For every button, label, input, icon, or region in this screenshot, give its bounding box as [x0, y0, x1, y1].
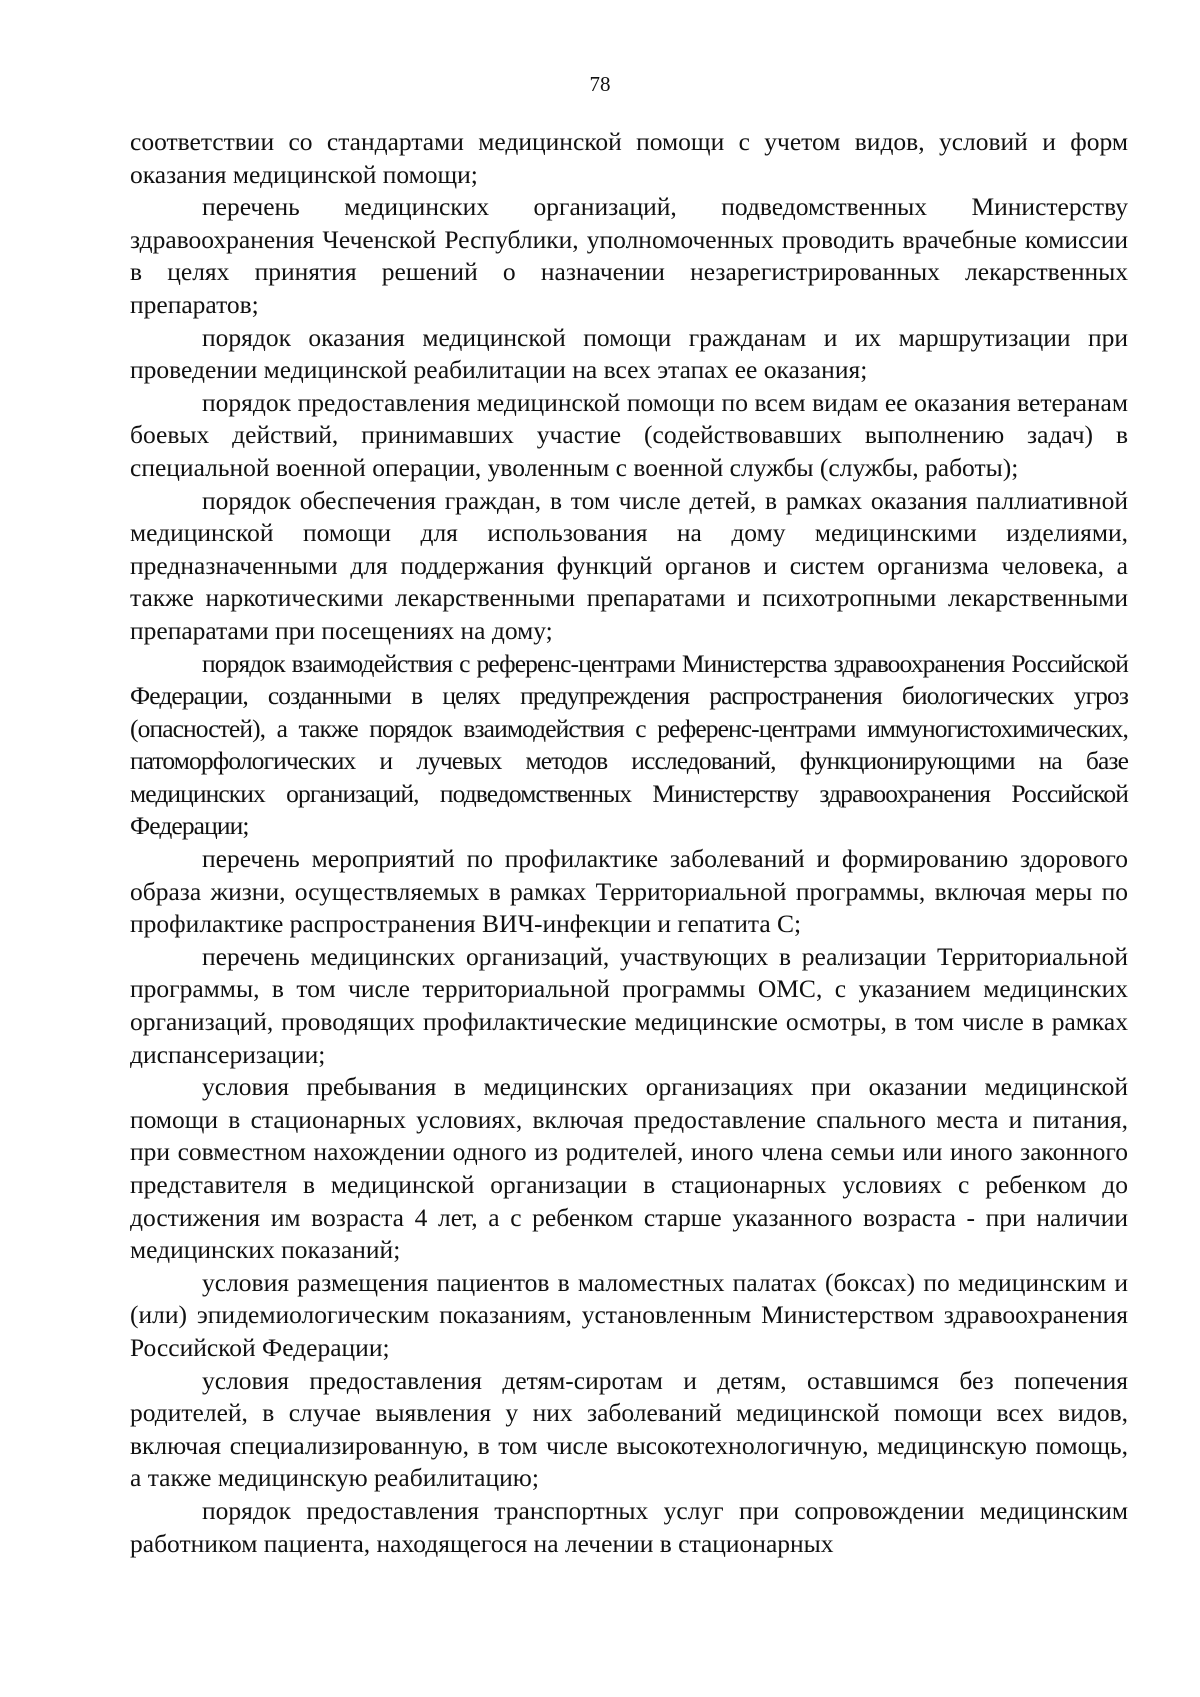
paragraph-prevention-measures: перечень мероприятий по профилактике заболеваний и формированию здорового образа жизни, осуществляемых в рамках Территориальной программы, включая меры по профилактике распространения ВИЧ-инфекции и гепатита С; [130, 844, 1128, 939]
paragraph-medical-organizations-list: перечень медицинских организаций, подведомственных Министерству здравоохранения Чеченской Республики, уполномоченных проводить врачебные комиссии в целях принятия решений о назначении незарегистрированных лекарственных препаратов; [130, 192, 1128, 319]
paragraph-continuation: соответствии со стандартами медицинской помощи с учетом видов, условий и форм оказания медицинской помощи; [130, 127, 1128, 189]
paragraph-veterans-care: порядок предоставления медицинской помощи по всем видам ее оказания ветеранам боевых действий, принимавших участие (содействовавших выполнению задач) в специальной военной операции, уволенным с военной службы (службы, работы); [130, 387, 1128, 482]
paragraph-transport-services: порядок предоставления транспортных услуг при сопровождении медицинским работником пациента, находящегося на лечении в стационарных [130, 1495, 1128, 1558]
paragraph-small-wards: условия размещения пациентов в маломестных палатах (боксах) по медицинским и (или) эпидемиологическим показаниям, установленным Министерством здравоохранения Российской Федерации; [130, 1267, 1128, 1362]
paragraph-participating-organizations: перечень медицинских организаций, участвующих в реализации Территориальной программы, в том числе территориальной программы ОМС, с указанием медицинских организаций, проводящих профилактические медицинские осмотры, в том числе в рамках диспансеризации; [130, 941, 1128, 1069]
paragraph-reference-centers: порядок взаимодействия с референс-центрами Министерства здравоохранения Российской Федерации, созданными в целях предупреждения распространения биологических угроз (опасностей), а также порядок взаимодействия с референс-центрами иммуногистохимических, патоморфологических и лучевых методов исследований, функционирующими на базе медицинских организаций, подведомственных Министерству здравоохранения Российской Федерации; [130, 648, 1128, 841]
document-body [130, 126, 1128, 1560]
paragraph-rehabilitation-routing: порядок оказания медицинской помощи гражданам и их маршрутизации при проведении медицинской реабилитации на всех этапах ее оказания; [130, 322, 1128, 385]
page-number: 78 [589, 72, 611, 96]
paragraph-inpatient-conditions: условия пребывания в медицинских организациях при оказании медицинской помощи в стационарных условиях, включая предоставление спального места и питания, при совместном нахождении одного из родителей, иного члена семьи или иного законного представителя в медицинской организации в стационарных условиях с ребенком до достижения им возраста 4 лет, а с ребенком старше указанного возраста - при наличии медицинских показаний; [130, 1072, 1128, 1265]
paragraph-orphans-care: условия предоставления детям-сиротам и детям, оставшимся без попечения родителей, в случае выявления у них заболеваний медицинской помощи всех видов, включая специализированную, в том числе высокотехнологичную, медицинскую помощь, а также медицинскую реабилитацию; [130, 1365, 1128, 1493]
paragraph-palliative-care: порядок обеспечения граждан, в том числе детей, в рамках оказания паллиативной медицинской помощи для использования на дому медицинскими изделиями, предназначенными для поддержания функций органов и систем организма человека, а также наркотическими лекарственными препаратами и психотропными лекарственными препаратами при посещениях на дому; [130, 485, 1128, 645]
